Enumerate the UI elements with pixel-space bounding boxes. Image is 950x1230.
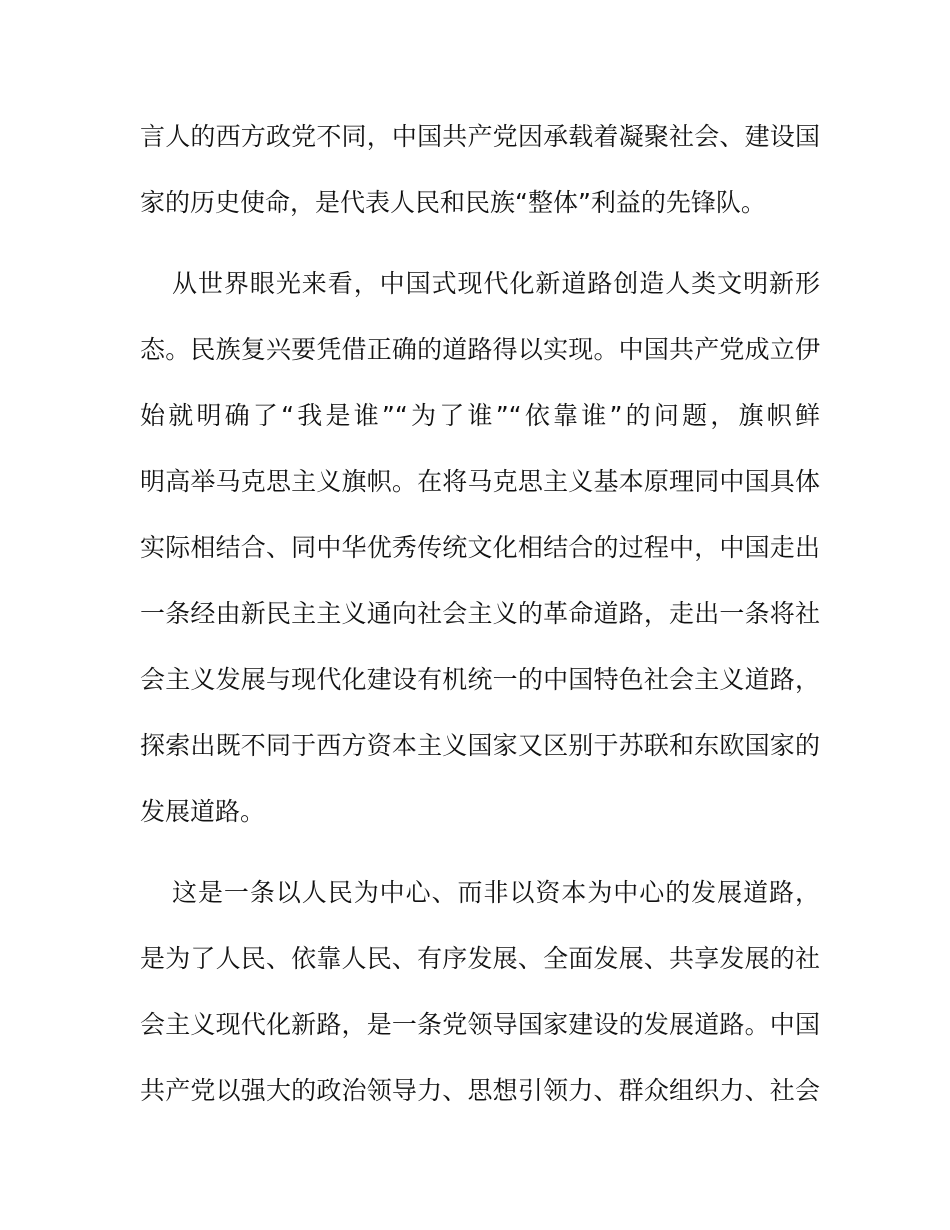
- text-line: 共产党以强大的政治领导力、思想引领力、群众组织力、社会: [140, 1076, 820, 1105]
- paragraph-start-line: 从世界眼光来看，中国式现代化新道路创造人类文明新形: [172, 269, 820, 298]
- text-line: 会主义发展与现代化建设有机统一的中国特色社会主义道路，: [140, 665, 820, 694]
- paragraph-start-line: 这是一条以人民为中心、而非以资本为中心的发展道路，: [172, 878, 820, 907]
- text-line: 始就明确了“我是谁”“为了谁”“依靠谁”的问题，旗帜鲜: [140, 401, 820, 430]
- text-line: 明高举马克思主义旗帜。在将马克思主义基本原理同中国具体: [140, 467, 820, 496]
- text-line: 言人的西方政党不同，中国共产党因承载着凝聚社会、建设国: [140, 122, 820, 151]
- text-line: 态。民族复兴要凭借正确的道路得以实现。中国共产党成立伊: [140, 335, 820, 364]
- text-line: 实际相结合、同中华优秀传统文化相结合的过程中，中国走出: [140, 533, 820, 562]
- text-line: 发展道路。: [140, 797, 266, 826]
- text-line: 家的历史使命，是代表人民和民族“整体”利益的先锋队。: [140, 188, 766, 217]
- text-line: 会主义现代化新路，是一条党领导国家建设的发展道路。中国: [140, 1010, 820, 1039]
- text-line: 一条经由新民主主义通向社会主义的革命道路，走出一条将社: [140, 599, 820, 628]
- text-line: 探索出既不同于西方资本主义国家又区别于苏联和东欧国家的: [140, 731, 820, 760]
- text-line: 是为了人民、依靠人民、有序发展、全面发展、共享发展的社: [140, 944, 820, 973]
